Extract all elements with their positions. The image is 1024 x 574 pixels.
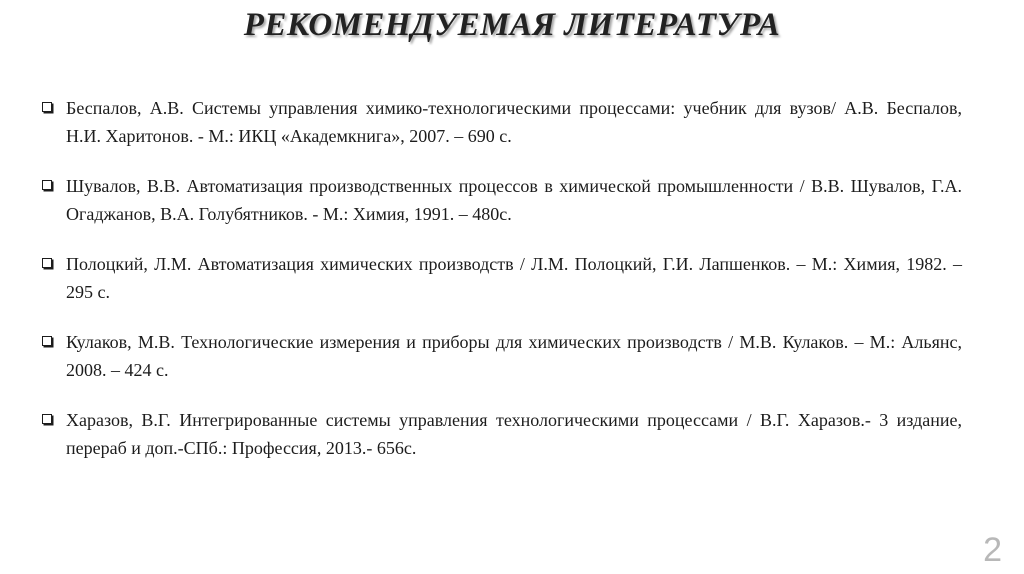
list-item [42,328,962,384]
page-title: РЕКОМЕНДУЕМАЯ ЛИТЕРАТУРА [243,7,781,43]
list-item [42,94,962,150]
reference-text: Кулаков, М.В. Технологические измерения и приборы для химических производств / М.В. Кулаков. – М.: Альянс, 2008. – 424 с. [66,332,962,380]
list-item [42,250,962,306]
reference-text: Харазов, В.Г. Интегрированные системы управления технологическими процессами / В.Г. Харазов.- 3 издание, перераб и доп.-СПб.: Профессия, 2013.- 656с. [66,410,962,458]
page-number: 2 [983,531,1002,569]
reference-list [42,94,962,484]
reference-text: Шувалов, В.В. Автоматизация производственных процессов в химической промышленности / В.В. Шувалов, Г.А. Огаджанов, В.А. Голубятников. - М.: Химия, 1991. – 480с. [66,176,962,224]
checkbox-square-icon [42,180,52,190]
checkbox-square-icon [42,336,52,346]
checkbox-square-icon [42,258,52,268]
checkbox-square-icon [42,414,52,424]
list-item [42,172,962,228]
reference-text: Беспалов, А.В. Системы управления химико-технологическими процессами: учебник для вузов/ А.В. Беспалов, Н.И. Харитонов. - М.: ИКЦ «Академкнига», 2007. – 690 с. [66,98,962,146]
list-item [42,406,962,462]
reference-text: Полоцкий, Л.М. Автоматизация химических производств / Л.М. Полоцкий, Г.И. Лапшенков. – М.: Химия, 1982. – 295 с. [66,254,962,302]
checkbox-square-icon [42,102,52,112]
